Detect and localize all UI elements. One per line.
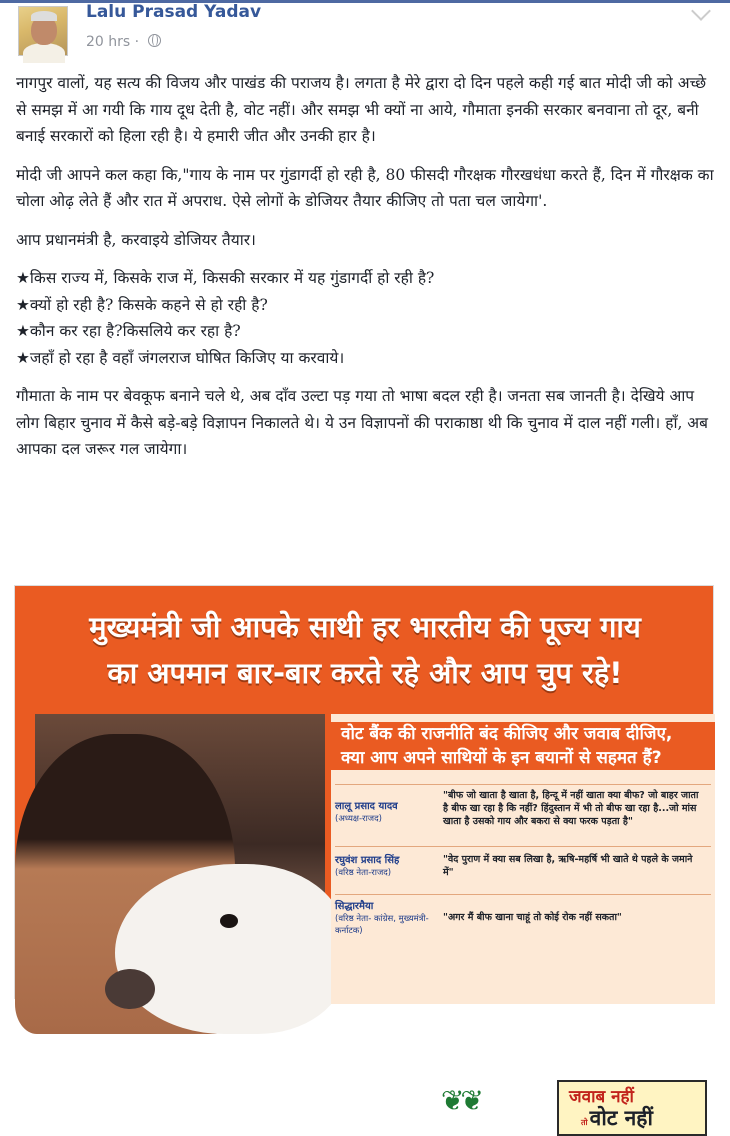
post-paragraph-3: आप प्रधानमंत्री है, करवाइये डोजियर तैयार। (16, 230, 256, 249)
post-paragraph-1: नागपुर वालों, यह सत्य की विजय और पाखंड की पराजय है। लगता है मेरे द्वारा दो दिन पहले कही गई बात मोदी जी को अच्छे से समझ में आ गयी कि गाय दूध देती है, वोट नहीं। और समझ भी क्यों ना आये, गौमाता इनकी सरकार बनवाना तो दूर, बनी बनाई सरकारों को हिला रही है। ये हमारी जीत और उनकी हार है। (16, 74, 707, 145)
post-text (16, 70, 716, 475)
speaker-role: (अध्यक्ष-राजद) (335, 814, 382, 824)
question-list (16, 265, 716, 371)
lotus-logo-icon: ❦❦ (441, 1084, 480, 1117)
ad-subheading-line-2: क्या आप अपने साथियों के इन बयानों से सहमत हैं? (341, 748, 662, 768)
quote-row (335, 846, 711, 891)
author-name-link[interactable]: Lalu Prasad Yadav (86, 2, 262, 22)
speaker-name (335, 801, 439, 825)
ad-headline-line-1: मुख्यमंत्री जी आपके साथी हर भारतीय की पूज्य गाय (89, 610, 641, 644)
ad-quote-panel (331, 714, 715, 1130)
question-3: ★कौन कर रहा है?किसलिये कर रहा है? (16, 322, 241, 340)
speaker-name-text: सिद्धारमैया (335, 901, 374, 912)
question-1: ★किस राज्य में, किसके राज में, किसकी सरकार में यह गुंडागर्दी हो रही है? (16, 269, 435, 287)
globe-icon (148, 34, 161, 47)
ad-photo-woman-with-calf (35, 714, 325, 1004)
post-paragraph-2: मोदी जी आपने कल कहा कि,"गाय के नाम पर गुंडागर्दी हो रही है, 80 फीसदी गौरक्षक गौरखधंधा करते हैं, दिन में गौरक्षक का चोला ओढ़ लेते हैं और रात में अपराध. ऐसे लोगों के डोजियर तैयार कीजिए तो पता चल जायेगा'. (16, 165, 714, 210)
ad-subheading (331, 722, 715, 770)
speaker-name-text: रघुवंश प्रसाद सिंह (335, 855, 400, 866)
stamp-slogan (557, 1080, 707, 1136)
speaker-quote: "वेद पुराण में क्या सब लिखा है, ऋषि-महर्षि भी खाते थे पहले के जमाने में" (443, 854, 693, 878)
stamp-line-2 (581, 1104, 653, 1132)
question-4: ★जहाँ हो रहा है वहाँ जंगलराज घोषित किजिए या करवाये। (16, 348, 345, 367)
question-2: ★क्यों हो रही है? किसके कहने से हो रही है? (16, 295, 268, 314)
chevron-down-icon[interactable] (691, 1, 711, 21)
stamp-mark: तो (581, 1118, 588, 1127)
time-text[interactable]: 20 hrs · (86, 34, 144, 50)
ad-subheading-line-1: वोट बैंक की राजनीति बंद कीजिए और जवाब दीजिए, (341, 724, 673, 744)
quote-row (335, 784, 711, 845)
post-image-advertisement[interactable] (14, 585, 714, 1130)
stamp-line-1: जवाब नहीं (569, 1087, 634, 1107)
speaker-name (335, 901, 439, 937)
speaker-quote: "बीफ जो खाता है खाता है, हिन्दू में नहीं खाता क्या बीफ? जो बाहर जाता है बीफ खा रहा है कि नहीं? हिंदुस्तान में भी तो बीफ खा रहा है...जो मांस खाता है उसको गाय और बकरा से क्या फरक पड़ता है" (443, 790, 699, 827)
ad-headline-line-2: का अपमान बार-बार करते रहे और आप चुप रहे! (107, 656, 623, 690)
speaker-quote: "अगर मैं बीफ खाना चाहूं तो कोई रोक नहीं सकता" (443, 912, 622, 923)
speaker-role: (वरिष्ठ नेता-राजद) (335, 868, 392, 878)
stamp-line-2-text: वोट नहीं (589, 1106, 653, 1130)
post-timestamp[interactable] (86, 34, 161, 50)
profile-avatar[interactable] (18, 6, 68, 56)
speaker-role: (वरिष्ठ नेता- कांग्रेस, मुख्यमंत्री-कर्नाटक) (335, 914, 429, 936)
post-paragraph-4: गौमाता के नाम पर बेवकूफ बनाने चले थे, अब दाँव उल्टा पड़ गया तो भाषा बदल रही है। जनता सब जानती है। देखिये आप लोग बिहार चुनाव में कैसे बड़े-बड़े विज्ञापन निकालते थे। ये उन विज्ञापनों की पराकाष्ठा थी कि चुनाव में दाल नहीं गली। हाँ, अब आपका दल जरूर गल जायेगा। (16, 387, 708, 458)
ad-headline (15, 604, 715, 696)
speaker-name-text: लालू प्रसाद यादव (335, 801, 398, 812)
speaker-name (335, 855, 439, 879)
quote-row (335, 894, 711, 945)
